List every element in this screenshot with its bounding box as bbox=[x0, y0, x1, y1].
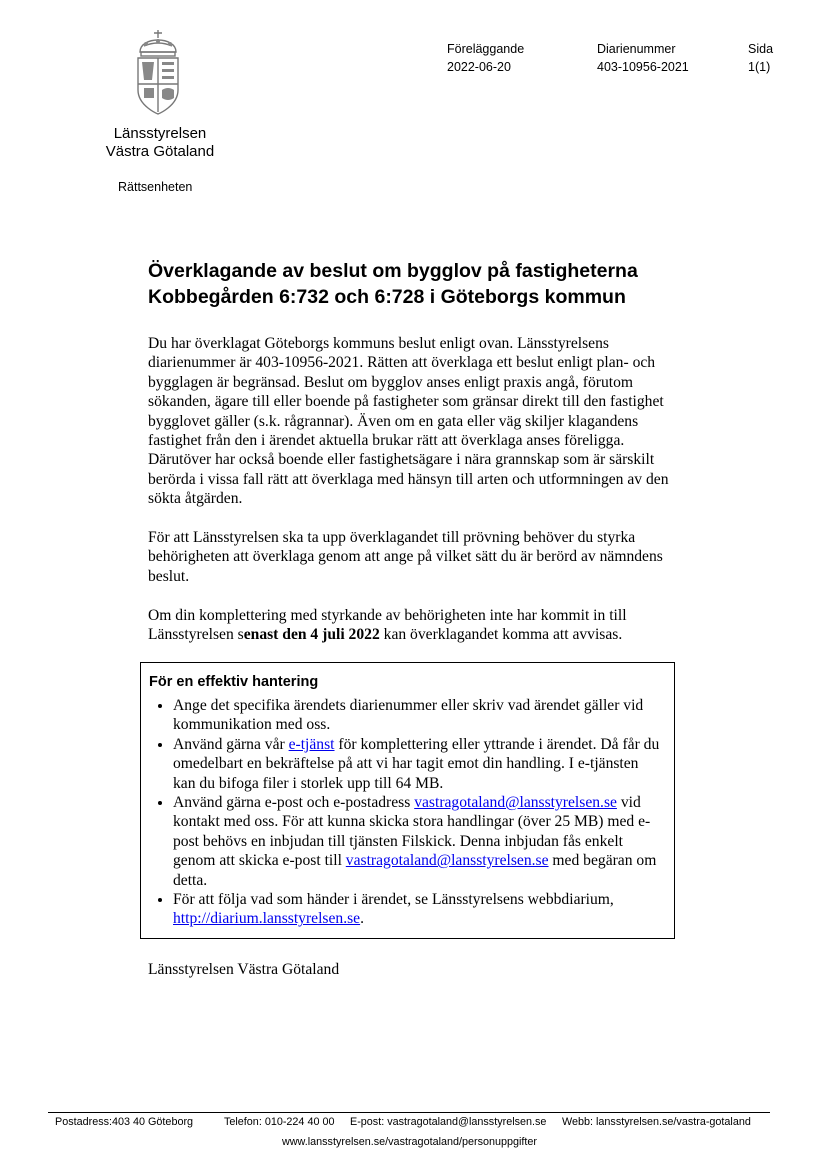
etjanst-link[interactable]: e-tjänst bbox=[288, 735, 335, 753]
organization-name-line2: Västra Götaland bbox=[105, 143, 215, 160]
diary-number-label: Diarienummer bbox=[597, 42, 676, 56]
footer-email: E-post: vastragotaland@lansstyrelsen.se bbox=[350, 1116, 547, 1128]
paragraph-standing: För att Länsstyrelsen ska ta upp överklagandet till prövning behöver du styrka behörigheten att överklaga genom att ange på vilket sätt du är berörd av nämndens beslut. bbox=[148, 529, 663, 585]
page-label: Sida bbox=[748, 42, 774, 56]
footer-postal-address: Postadress:403 40 Göteborg bbox=[55, 1116, 194, 1128]
footer-phone: Telefon: 010-224 40 00 bbox=[224, 1116, 335, 1128]
info-item-email-post: med begäran om detta. bbox=[173, 852, 657, 889]
deadline-date: enast den 4 juli 2022 bbox=[243, 626, 380, 644]
deadline-text-post: kan överklagandet komma att avvisas. bbox=[379, 626, 623, 644]
organization-name bbox=[100, 125, 220, 161]
footer-divider bbox=[48, 1112, 770, 1113]
info-item-diary-text: Ange det specifika ärendets diarienummer eller skriv vad ärendet gäller vid kommunikation med oss. bbox=[173, 697, 644, 734]
info-item-email-pre: Använd gärna e-post och e-postadress bbox=[173, 794, 415, 812]
info-item-email bbox=[173, 793, 663, 890]
deadline-text-pre: Om din komplettering med styrkande av behörigheten inte har kommit in till Länsstyrelsen s bbox=[148, 607, 627, 644]
info-item-diarium bbox=[173, 890, 663, 929]
signature: Länsstyrelsen Västra Götaland bbox=[148, 961, 340, 978]
info-list bbox=[141, 696, 663, 929]
document-date: 2022-06-20 bbox=[447, 60, 511, 74]
title-line-2: Kobbegården 6:732 och 6:728 i Göteborgs kommun bbox=[148, 286, 626, 308]
title-line-1: Överklagande av beslut om bygglov på fastigheterna bbox=[148, 260, 638, 282]
document-title bbox=[148, 258, 708, 310]
diarium-link[interactable]: http://diarium.lansstyrelsen.se bbox=[173, 910, 361, 928]
info-box bbox=[140, 662, 675, 939]
email-link-2[interactable]: vastragotaland@lansstyrelsen.se bbox=[345, 852, 549, 870]
diary-number: 403-10956-2021 bbox=[597, 60, 689, 74]
email-link-1[interactable]: vastragotaland@lansstyrelsen.se bbox=[414, 794, 617, 812]
info-item-etjanst-pre: Använd gärna vår bbox=[173, 735, 289, 753]
info-item-diary bbox=[173, 696, 663, 735]
page-number: 1(1) bbox=[748, 60, 771, 74]
paragraph-deadline bbox=[148, 606, 678, 645]
info-box-title: För en effektiv hantering bbox=[149, 674, 319, 690]
info-item-diarium-pre: För att följa vad som händer i ärendet, se Länsstyrelsens webbdiarium, bbox=[173, 891, 614, 909]
organization-name-line1: Länsstyrelsen bbox=[113, 125, 207, 142]
footer-privacy-url: www.lansstyrelsen.se/vastragotaland/personuppgifter bbox=[281, 1136, 538, 1148]
info-item-etjanst-post: för komplettering eller yttrande i ärendet. Då får du omedelbart en bekräftelse på att vi har tagit emot din handling. I e-tjänsten kan du bifoga filer i storlek upp till 64 MB. bbox=[173, 735, 660, 792]
coat-of-arms-logo bbox=[132, 24, 184, 120]
footer-web: Webb: lansstyrelsen.se/vastra-gotaland bbox=[562, 1116, 751, 1128]
paragraph-appeal-rights: Du har överklagat Göteborgs kommuns beslut enligt ovan. Länsstyrelsens diarienummer är 403-10956-2021. Rätten att överklaga ett beslut enligt plan- och bygglagen är begränsad. Beslut om bygglov anses enligt praxis angå, förutom sökanden, ägare till eller boende på fastigheter som gränsar direkt till den fastighet bygglovet gäller (s.k. rågrannar). Även om en gata eller väg skiljer klagandens fastighet från den i ärendet aktuella brukar rätt att överklaga anses föreligga. Därutöver har också boende eller fastighetsägare i nära grannskap som är särskilt berörda i vissa fall rätt att överklaga med hänsyn till arten och utformningen av den sökta åtgärden. bbox=[148, 335, 669, 508]
info-item-email-mid: vid kontakt med oss. För att kunna skicka stora handlingar (över 25 MB) med e-post behövs en inbjudan till tjänsten Filskick. Denna inbjudan fås enkelt genom att skicka e-post till bbox=[173, 794, 651, 870]
department-unit: Rättsenheten bbox=[118, 180, 193, 194]
info-item-diarium-post: . bbox=[360, 910, 365, 928]
info-item-etjanst bbox=[173, 735, 663, 793]
document-type-label: Föreläggande bbox=[447, 42, 525, 56]
